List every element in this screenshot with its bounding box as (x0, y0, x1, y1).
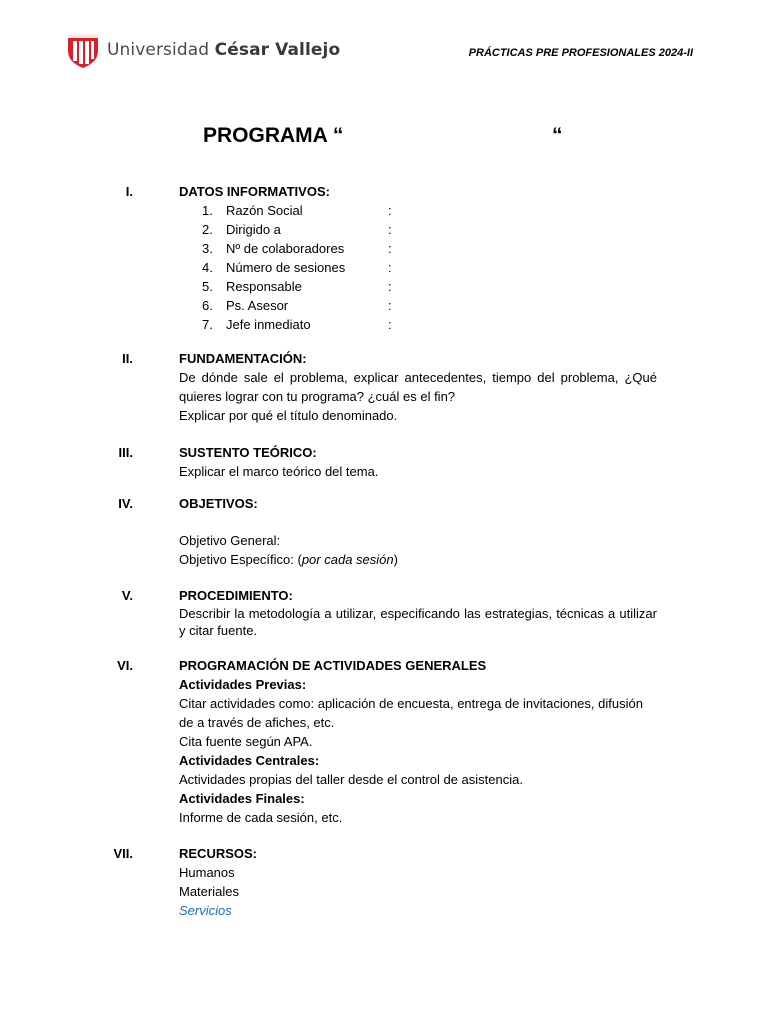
shield-logo-icon (67, 31, 99, 69)
logo-text: Universidad César Vallejo (107, 40, 341, 60)
program-title-close-quote: “ (552, 124, 563, 147)
subheading-finales: Actividades Finales: (179, 791, 305, 806)
activity-line: Informe de cada sesión, etc. (179, 810, 343, 825)
section-paragraph: Explicar por qué el título denominado. (179, 408, 398, 423)
list-item: 1. Razón Social : (202, 203, 392, 218)
resource-item: Materiales (179, 884, 239, 899)
section-heading: OBJETIVOS: (179, 496, 258, 511)
section-heading: SUSTENTO TEÓRICO: (179, 445, 317, 460)
list-item: 7. Jefe inmediato : (202, 317, 392, 332)
list-item: 2. Dirigido a : (202, 222, 392, 237)
resource-item-link[interactable]: Servicios (179, 903, 232, 918)
activity-line: de a través de afiches, etc. (179, 715, 335, 730)
objective-general: Objetivo General: (179, 533, 281, 548)
section-paragraph: De dónde sale el problema, explicar antecedentes, tiempo del problema, ¿Qué quieres lograr con tu programa? ¿cuál es el fin? (179, 370, 657, 404)
section-paragraph: Describir la metodología a utilizar, especificando las estrategias, técnicas a utilizar y citar fuente. (179, 606, 657, 638)
subheading-centrales: Actividades Centrales: (179, 753, 320, 768)
list-item: 3. Nº de colaboradores : (202, 241, 392, 256)
activity-line: Citar actividades como: aplicación de encuesta, entrega de invitaciones, difusión (179, 696, 643, 711)
section-number: V. (121, 588, 133, 603)
university-logo (67, 31, 340, 69)
section-heading: FUNDAMENTACIÓN: (179, 351, 307, 366)
subheading-previas: Actividades Previas: (179, 677, 307, 692)
section-paragraph: Explicar el marco teórico del tema. (179, 464, 379, 479)
list-item: 4. Número de sesiones : (202, 260, 392, 275)
data-list (179, 201, 657, 334)
section-number: VII. (113, 846, 133, 861)
list-item: 6. Ps. Asesor : (202, 298, 392, 313)
section-number: IV. (118, 496, 133, 511)
section-number: III. (118, 445, 133, 460)
section-number: VI. (117, 658, 133, 673)
section-heading: PROCEDIMIENTO: (179, 588, 293, 603)
objective-specific: Objetivo Específico: (por cada sesión) (179, 552, 398, 567)
activity-line: Cita fuente según APA. (179, 734, 313, 749)
list-item: 5. Responsable : (202, 279, 392, 294)
section-number: I. (125, 184, 133, 199)
section-heading: RECURSOS: (179, 846, 258, 861)
program-title: PROGRAMA “ (203, 124, 344, 147)
practice-period-label: PRÁCTICAS PRE PROFESIONALES 2024-II (468, 47, 693, 59)
section-number: II. (122, 351, 133, 366)
section-heading: DATOS INFORMATIVOS: (179, 184, 330, 199)
resource-item: Humanos (179, 865, 235, 880)
activity-line: Actividades propias del taller desde el control de asistencia. (179, 772, 523, 787)
section-heading: PROGRAMACIÓN DE ACTIVIDADES GENERALES (179, 658, 487, 673)
